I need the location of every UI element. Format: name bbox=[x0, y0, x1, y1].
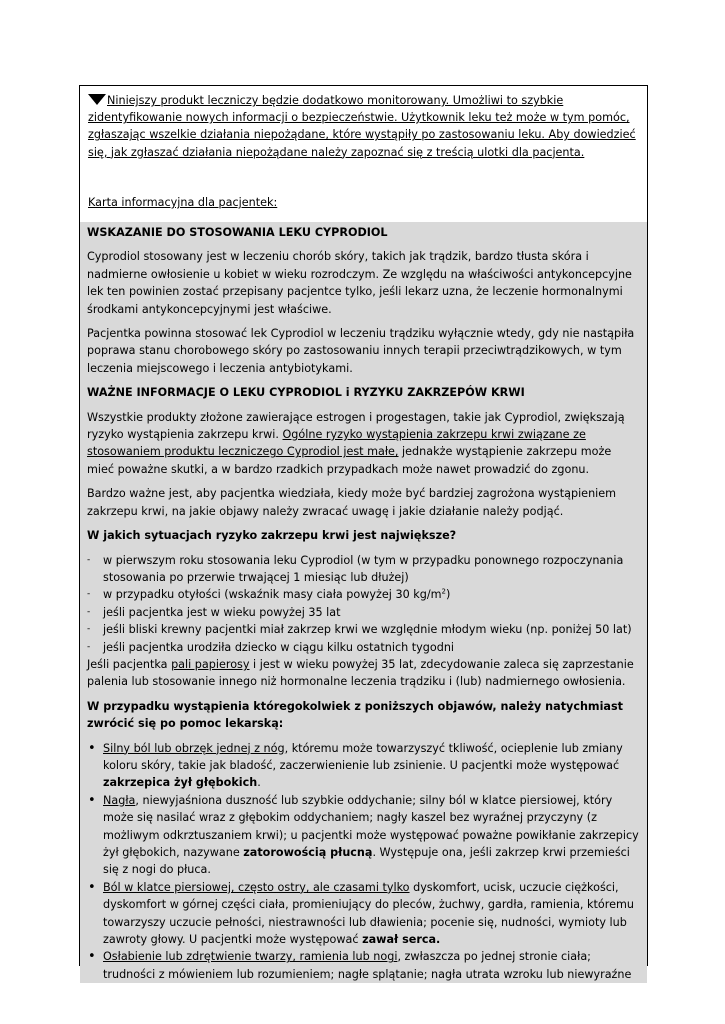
list-item: • Ból w klatce piersiowej, często ostry, ale czasami tylko dyskomfort, ucisk, uczucie ciężkości, dyskomfort w górnej części ciała, promieniujący do pleców, żuchwy, gardła, ramienia, któremu towarzyszy uczucie pełności, niestrawności lub dławienia; pocenie się, nudności, wymioty lub zawroty głowy. U pacjentki może występować zawał serca. bbox=[87, 879, 639, 949]
section-heading-indication: WSKAZANIE DO STOSOWANIA LEKU CYPRODIOL bbox=[87, 226, 388, 239]
card-body bbox=[80, 222, 647, 983]
indication-paragraph-1: Cyprodiol stosowany jest w leczeniu chorób skóry, takich jak trądzik, bardzo tłusta skóra i nadmierne owłosienie u kobiet w wieku rozrodczym. Ze względu na właściwości antykoncepcyjne lek ten powinien zostać przepisany pacjentce tylko, jeśli lekarz uzna, że leczenie hormonalnymi środkami antykoncepcyjnymi jest właściwe. bbox=[87, 250, 632, 316]
card-title: Karta informacyjna dla pacjentek: bbox=[88, 196, 278, 209]
section-heading-risk: WAŻNE INFORMACJE O LEKU CYPRODIOL i RYZYKU ZAKRZEPÓW KRWI bbox=[87, 386, 525, 400]
risk-situations-list bbox=[87, 552, 639, 656]
section-heading-symptoms: W przypadku wystąpienia któregokolwiek z poniższych objawów, należy natychmiast zwrócić się po pomoc lekarską: bbox=[87, 699, 623, 731]
section-heading-situations: W jakich sytuacjach ryzyko zakrzepu krwi jest największe? bbox=[87, 529, 457, 543]
monitoring-notice bbox=[80, 86, 647, 222]
list-item: • Silny ból lub obrzęk jednej z nóg, któremu może towarzyszyć tkliwość, ocieplenie lub zmiany koloru skóry, takie jak bladość, zaczerwienienie lub zsinienie. U pacjentki może występować zakrzepica żył głębokich. bbox=[87, 740, 639, 792]
list-item: - w przypadku otyłości (wskaźnik masy ciała powyżej 30 $kg/m^2$) bbox=[87, 586, 639, 603]
smoking-paragraph: Jeśli pacjentka pali papierosy i jest w wieku powyżej 35 lat, zdecydowanie zaleca się zaprzestanie palenia lub stosowanie innego niż hormonalne leczenia trądziku i (lub) nadmiernego owłosienia. bbox=[87, 657, 634, 689]
risk-paragraph-2: Bardzo ważne jest, aby pacjentka wiedziała, kiedy może być bardziej zagrożona wystąpieniem zakrzepu krwi, na jakie objawy należy zwracać uwagę i jakie działanie należy podjąć. bbox=[87, 487, 617, 518]
list-item: • Osłabienie lub zdrętwienie twarzy, ramienia lub nogi, zwłaszcza po jednej stronie ciała; trudności z mówieniem lub rozumieniem; nagłe splątanie; nagła utrata wzroku lub niewyraźne bbox=[87, 948, 639, 983]
list-item: • Nagła, niewyjaśniona duszność lub szybkie oddychanie; silny ból w klatce piersiowej, który może się nasilać wraz z głębokim oddychaniem; nagły kaszel bez wyraźnej przyczyny (z możliwym odkrztuszaniem krwi); u pacjentki może występować poważne powikłanie zakrzepicy żył głębokich, nazywane zatorowością płucną. Występuje ona, jeśli zakrzep krwi przemieści się z nogi do płuca. bbox=[87, 792, 639, 879]
black-triangle-icon bbox=[88, 94, 106, 105]
list-item: - jeśli pacjentka urodziła dziecko w ciągu kilku ostatnich tygodni bbox=[87, 639, 639, 656]
patient-card-frame bbox=[79, 85, 648, 981]
list-item: - w pierwszym roku stosowania leku Cyprodiol (w tym w przypadku ponownego rozpoczynania stosowania po przerwie trwającej 1 miesiąc lub dłużej) bbox=[87, 552, 639, 587]
symptoms-list bbox=[87, 740, 639, 984]
notice-text: Niniejszy produkt leczniczy będzie dodatkowo monitorowany. Umożliwi to szybkie zidentyfikowanie nowych informacji o bezpieczeństwie. Użytkownik leku też może w tym pomóc, zgłaszając wszelkie działania niepożądane, które wystąpiły po zastosowaniu leku. Aby dowiedzieć się, jak zgłaszać działania niepożądane należy zapoznać się z treścią ulotki dla pacjenta. bbox=[88, 94, 636, 159]
risk-paragraph-1: Wszystkie produkty złożone zawierające estrogen i progestagen, takie jak Cyprodiol, zwiększają ryzyko wystąpienia zakrzepu krwi. Ogólne ryzyko wystąpienia zakrzepu krwi związane ze stosowaniem produktu leczniczego Cyprodiol jest małe, jednakże wystąpienie zakrzepu może mieć poważne skutki, a w bardzo rzadkich przypadkach może nawet prowadzić do zgonu. bbox=[87, 410, 625, 476]
list-item: - jeśli bliski krewny pacjentki miał zakrzep krwi we względnie młodym wieku (np. poniżej 50 lat) bbox=[87, 621, 639, 638]
list-item: - jeśli pacjentka jest w wieku powyżej 35 lat bbox=[87, 604, 639, 621]
indication-paragraph-2: Pacjentka powinna stosować lek Cyprodiol w leczeniu trądziku wyłącznie wtedy, gdy nie nastąpiła poprawa stanu chorobowego skóry po zastosowaniu innych terapii przeciwtrądzikowych, w tym leczenia miejscowego i leczenia antybiotykami. bbox=[87, 327, 635, 375]
